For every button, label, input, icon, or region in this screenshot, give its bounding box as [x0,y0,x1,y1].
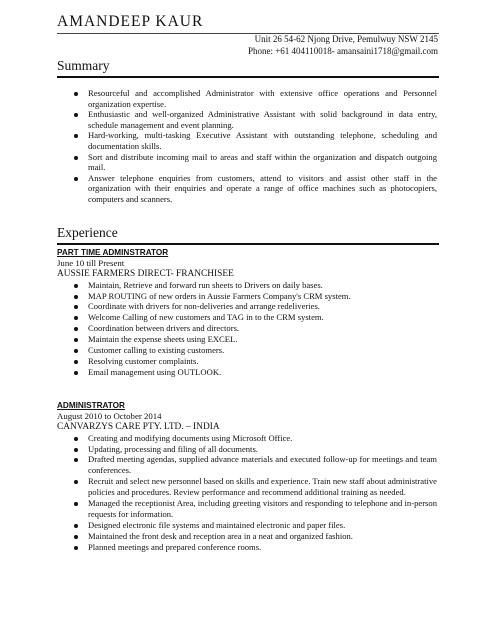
duty-item: Maintain the expense sheets using EXCEL. [57,334,439,345]
summary-list [57,88,437,205]
job-dates: August 2010 to October 2014 [57,411,162,421]
duty-item: Coordinate with drivers for non-deliveries and arrange redeliveries. [57,301,439,312]
experience-heading: Experience [57,225,118,240]
job-duties-list [57,280,439,378]
duty-item: Resolving customer complaints. [57,356,439,367]
duty-item: Coordination between drivers and directors. [57,323,439,334]
job-title: PART TIME ADMINSTRATOR [57,248,169,257]
contact-block [248,34,438,57]
summary-item: Enthusiastic and well-organized Administrative Assistant with solid background in data entry, schedule management and event planning. [57,109,437,130]
address-line: Unit 26 54-62 Njong Drive, Pemulwuy NSW 2145 [254,34,438,44]
job-entry-1 [57,248,439,378]
job-duties-list [57,433,437,553]
duty-item: Creating and modifying documents using Microsoft Office. [57,433,437,444]
duty-item: Designed electronic file systems and maintained electronic and paper files. [57,520,437,531]
summary-divider [57,76,439,78]
summary-item: Answer telephone enquiries from customers, attend to visitors and assist other staff in the organization with their enquiries and operate a range of office machines such as photocopiers, computers and scanners. [57,173,437,205]
job-entry-2 [57,401,439,553]
duty-item: Welcome Calling of new customers and TAG in to the CRM system. [57,312,439,323]
duty-item: Managed the receptionist Area, including greeting visitors and responding to telephone and in-person requests for information. [57,498,437,520]
summary-item: Sort and distribute incoming mail to areas and staff within the organization and dispatch outgoing mail. [57,152,437,173]
job-company: CANVARZYS CARE PTY. LTD. – INDIA [57,421,220,432]
duty-item: Maintained the front desk and reception area in a neat and organized fashion. [57,531,437,542]
summary-heading: Summary [57,58,110,73]
duty-item: MAP ROUTING of new orders in Aussie Farmers Company's CRM system. [57,291,439,302]
summary-item: Resourceful and accomplished Administrator with extensive office operations and Personnel organization expertise. [57,88,437,109]
duty-item: Planned meetings and prepared conference rooms. [57,542,437,553]
duty-item: Customer calling to existing customers. [57,345,439,356]
duty-item: Updating, processing and filing of all documents. [57,444,437,455]
duty-item: Email management using OUTLOOK. [57,367,439,378]
candidate-name: AMANDEEP KAUR [57,13,204,30]
job-company: AUSSIE FARMERS DIRECT- FRANCHISEE [57,268,234,279]
job-title: ADMINISTRATOR [57,401,125,410]
duty-item: Maintain, Retrieve and forward run sheets to Drivers on daily bases. [57,280,439,291]
summary-item: Hard-working, multi-tasking Executive Assistant with outstanding telephone, scheduling and documentation skills. [57,130,437,151]
job-dates: June 10 till Present [57,258,125,268]
phone-email-line: Phone: +61 404110018- amansaini1718@gmail.com [247,45,438,56]
duty-item: Drafted meeting agendas, supplied advance materials and executed follow-up for meetings and team conferences. [57,454,437,476]
duty-item: Recruit and select new personnel based on skills and experience. Train new staff about administrative policies and procedures. Review performance and recommend additional training as needed. [57,476,437,498]
experience-divider [57,243,439,245]
